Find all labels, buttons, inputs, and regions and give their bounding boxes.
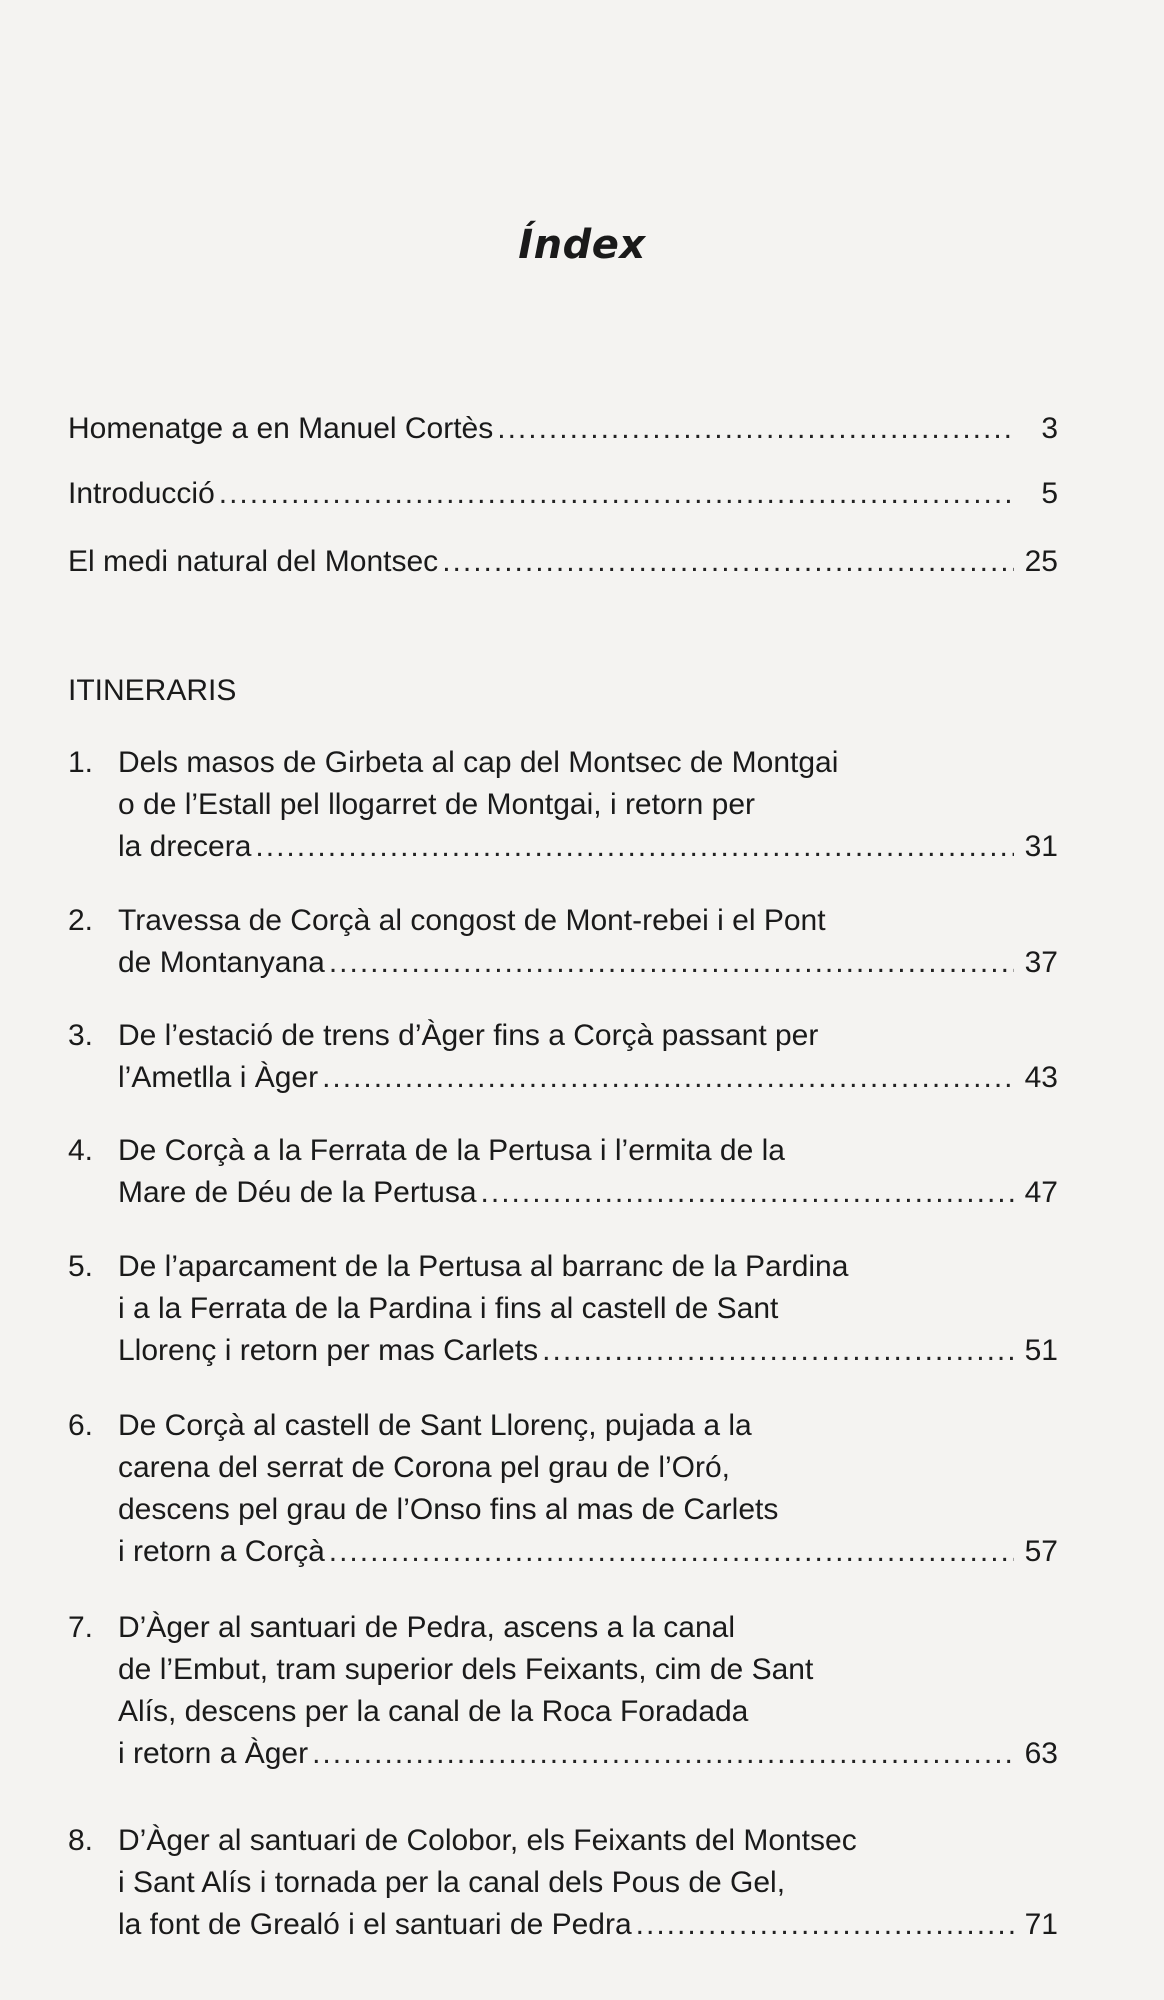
leader-dots xyxy=(329,1531,1014,1573)
leader-dots xyxy=(255,826,1014,868)
leader-dots xyxy=(312,1733,1014,1775)
page-number: 31 xyxy=(1024,830,1058,863)
entry-line: De Corçà a la Ferrata de la Pertusa i l’ermita de la xyxy=(118,1134,785,1167)
entry-line: la drecera xyxy=(118,830,252,863)
entry-number: 8. xyxy=(68,1824,94,1857)
entry-line: de l’Embut, tram superior dels Feixants, cim de Sant xyxy=(118,1653,814,1686)
toc-entry-itinerary xyxy=(68,1015,1058,1099)
toc-entry-front xyxy=(68,408,1058,450)
entry-line: la font de Grealó i el santuari de Pedra xyxy=(118,1908,632,1941)
toc-entry-itinerary xyxy=(68,900,1058,984)
entry-line: o de l’Estall pel llogarret de Montgai, i retorn per xyxy=(118,788,756,821)
entry-line: Travessa de Corçà al congost de Mont-rebei i el Pont xyxy=(118,904,826,937)
entry-number: 6. xyxy=(68,1409,94,1442)
entry-line: i retorn a Àger xyxy=(118,1737,309,1770)
entry-line: Dels masos de Girbeta al cap del Montsec de Montgai xyxy=(118,746,839,779)
page-number: 47 xyxy=(1024,1176,1058,1209)
entry-line: De Corçà al castell de Sant Llorenç, pujada a la xyxy=(118,1409,752,1442)
page-number: 43 xyxy=(1024,1061,1058,1094)
entry-label: Introducció xyxy=(68,477,215,510)
toc-entry-itinerary xyxy=(68,1607,1058,1775)
page-number: 71 xyxy=(1024,1908,1058,1941)
entry-line: carena del serrat de Corona pel grau de l’Oró, xyxy=(118,1451,731,1484)
entry-number: 3. xyxy=(68,1019,94,1052)
entry-label: Homenatge a en Manuel Cortès xyxy=(68,412,494,445)
entry-line: D’Àger al santuari de Pedra, ascens a la canal xyxy=(118,1611,736,1644)
entry-number: 7. xyxy=(68,1611,94,1644)
page-number: 63 xyxy=(1024,1737,1058,1770)
entry-number: 2. xyxy=(68,904,94,937)
page-number: 3 xyxy=(1041,412,1058,445)
page-number: 51 xyxy=(1024,1334,1058,1367)
entry-line: de Montanyana xyxy=(118,946,325,979)
leader-dots xyxy=(497,408,1014,450)
entry-number: 4. xyxy=(68,1134,94,1167)
entry-line: l’Ametlla i Àger xyxy=(118,1061,319,1094)
leader-dots xyxy=(322,1057,1014,1099)
entry-line: i Sant Alís i tornada per la canal dels Pous de Gel, xyxy=(118,1866,786,1899)
leader-dots xyxy=(219,473,1014,515)
toc-entry-itinerary xyxy=(68,1820,1058,1946)
toc-entry-itinerary xyxy=(68,1405,1058,1573)
leader-dots xyxy=(442,541,1014,583)
toc-entry-itinerary xyxy=(68,742,1058,868)
leader-dots xyxy=(481,1172,1014,1214)
entry-label: El medi natural del Montsec xyxy=(68,545,439,578)
page-number: 37 xyxy=(1024,946,1058,979)
entry-line: i retorn a Corçà xyxy=(118,1535,325,1568)
entry-line: De l’aparcament de la Pertusa al barranc de la Pardina xyxy=(118,1250,849,1283)
entry-line: Alís, descens per la canal de la Roca Foradada xyxy=(118,1695,749,1728)
toc-entry-itinerary xyxy=(68,1130,1058,1214)
entry-line: i a la Ferrata de la Pardina i fins al castell de Sant xyxy=(118,1292,779,1325)
page-number: 25 xyxy=(1024,545,1058,578)
toc-entry-front xyxy=(68,541,1058,583)
leader-dots xyxy=(636,1904,1014,1946)
entry-line: De l’estació de trens d’Àger fins a Corçà passant per xyxy=(118,1019,819,1052)
entry-line: descens pel grau de l’Onso fins al mas de Carlets xyxy=(118,1493,779,1526)
toc-entry-front xyxy=(68,473,1058,515)
page-number: 5 xyxy=(1041,477,1058,510)
page-title: Índex xyxy=(518,222,646,268)
leader-dots xyxy=(542,1330,1014,1372)
entry-line: Mare de Déu de la Pertusa xyxy=(118,1176,477,1209)
section-heading: ITINERARIS xyxy=(68,674,237,707)
leader-dots xyxy=(329,942,1014,984)
entry-line: Llorenç i retorn per mas Carlets xyxy=(118,1334,539,1367)
page-number: 57 xyxy=(1024,1535,1058,1568)
entry-line: D’Àger al santuari de Colobor, els Feixants del Montsec xyxy=(118,1824,857,1857)
toc-entry-itinerary xyxy=(68,1246,1058,1372)
entry-number: 1. xyxy=(68,746,94,779)
entry-number: 5. xyxy=(68,1250,94,1283)
